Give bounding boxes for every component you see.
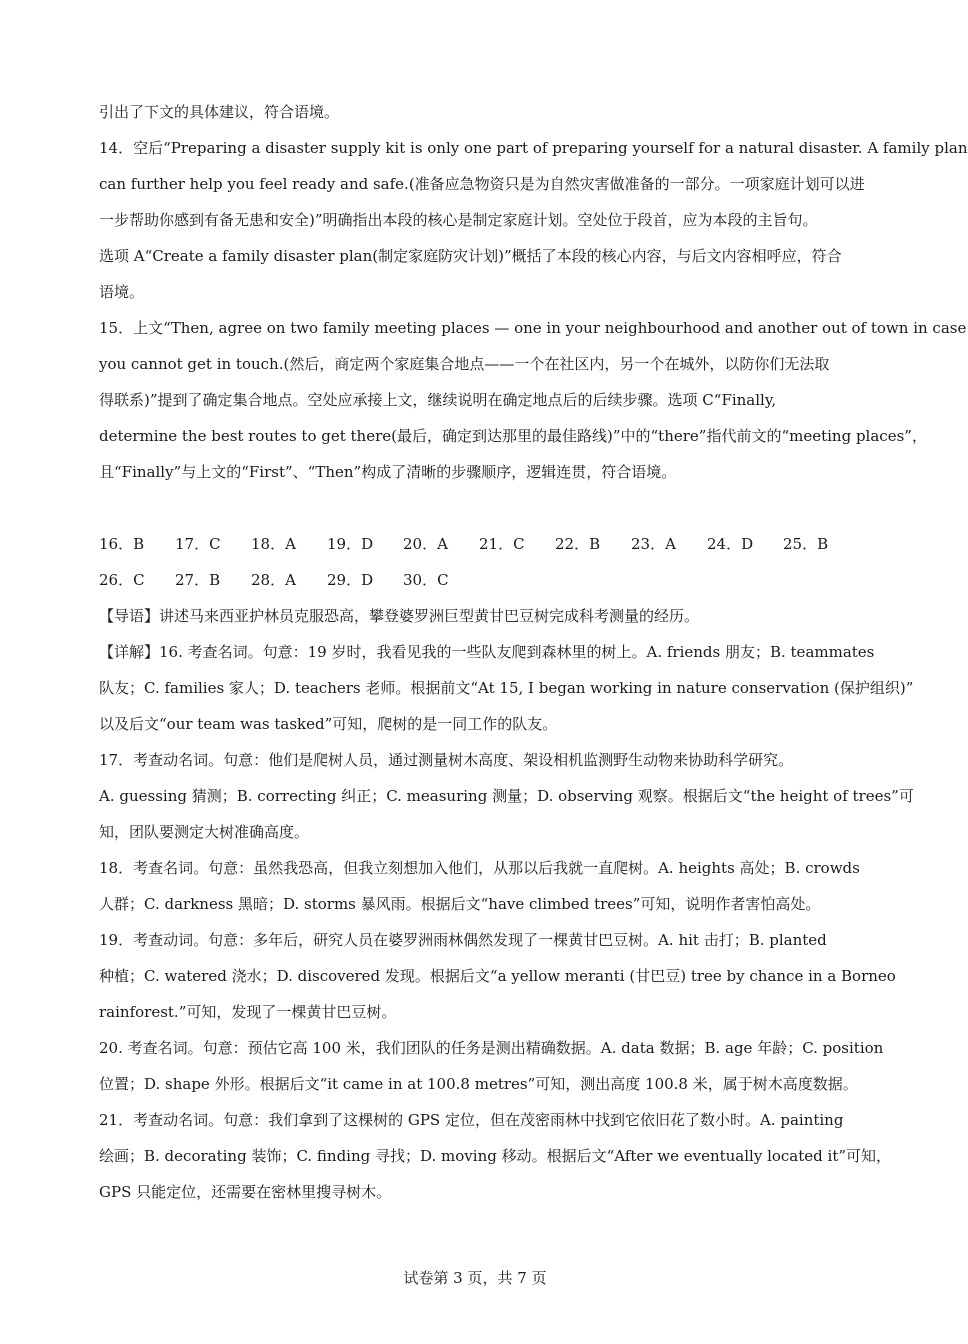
answer-item: 23．A [631, 535, 676, 553]
text-line: 一步帮助你感到有备无患和安全)”明确指出本段的核心是制定家庭计划。空处位于段首，应为本段的主旨句。 [99, 211, 818, 229]
answer-item: 26．C [99, 571, 145, 589]
intro-line: 【导语】讲述马来西亚护林员克服恐高，攀登婆罗洲巨型黄甘巴豆树完成科考测量的经历。 [99, 607, 700, 625]
text-line: 14．空后“Preparing a disaster supply kit is only one part of preparing yourself for a natural disaster. A family plan [99, 139, 968, 157]
text-line: can further help you feel ready and safe.(准备应急物资只是为自然灾害做准备的一部分。一项家庭计划可以进 [99, 175, 865, 193]
text-line: 绘画；B. decorating 装饰；C. finding 寻找；D. moving 移动。根据后文“After we eventually located it”可知， [99, 1147, 892, 1165]
text-line: 引出了下文的具体建议，符合语境。 [99, 103, 340, 121]
text-line: 人群；C. darkness 黑暗；D. storms 暴风雨。根据后文“have climbed trees”可知，说明作者害怕高处。 [99, 895, 821, 913]
answer-item: 18．A [251, 535, 296, 553]
text-line: 队友；C. families 家人；D. teachers 老师。根据前文“At 15, I began working in nature conservation (保护组织)” [99, 679, 914, 697]
answer-item: 27．B [175, 571, 221, 589]
text-line: determine the best routes to get there(最后，确定到达那里的最佳路线)”中的“there”指代前文的“meeting places”， [99, 427, 927, 445]
page-footer: 试卷第 3 页，共 7 页 [403, 1269, 547, 1287]
answer-item: 17．C [175, 535, 221, 553]
text-line: you cannot get in touch.(然后，商定两个家庭集合地点——一个在社区内，另一个在城外，以防你们无法取 [99, 355, 830, 373]
text-line: 以及后文“our team was tasked”可知，爬树的是一同工作的队友。 [99, 715, 558, 733]
text-line: 18．考查名词。句意：虽然我恐高，但我立刻想加入他们，从那以后我就一直爬树。A. heights 高处；B. crowds [99, 859, 860, 877]
text-line: 17．考查动名词。句意：他们是爬树人员，通过测量树木高度、架设相机监测野生动物来协助科学研究。 [99, 751, 794, 769]
answer-item: 25．B [783, 535, 829, 553]
answer-item: 19．D [327, 535, 374, 553]
text-line: 种植；C. watered 浇水；D. discovered 发现。根据后文“a yellow meranti (甘巴豆) tree by chance in a Borneo [99, 967, 896, 985]
answer-item: 28．A [251, 571, 296, 589]
text-line: 【详解】16. 考查名词。句意：19 岁时，我看见我的一些队友爬到森林里的树上。A. friends 朋友；B. teammates [99, 643, 875, 661]
answer-item: 21．C [479, 535, 525, 553]
answer-item: 30．C [403, 571, 449, 589]
text-line: 15．上文“Then, agree on two family meeting places — one in your neighbourhood and another out of town in case [99, 319, 967, 337]
answer-item: 16．B [99, 535, 145, 553]
answer-item: 20．A [403, 535, 448, 553]
text-line: 且“Finally”与上文的“First”、“Then”构成了清晰的步骤顺序，逻辑连贯，符合语境。 [99, 463, 677, 481]
text-line: 语境。 [99, 283, 145, 301]
text-line: 位置；D. shape 外形。根据后文“it came in at 100.8 metres”可知，测出高度 100.8 米，属于树木高度数据。 [99, 1075, 858, 1093]
text-line: A. guessing 猜测；B. correcting 纠正；C. measuring 测量；D. observing 观察。根据后文“the height of trees”可 [99, 787, 914, 805]
text-line: 19．考查动词。句意：多年后，研究人员在婆罗洲雨林偶然发现了一棵黄甘巴豆树。A. hit 击打；B. planted [99, 931, 827, 949]
text-line: rainforest.”可知，发现了一棵黄甘巴豆树。 [99, 1003, 397, 1021]
text-line: 知，团队要测定大树准确高度。 [99, 823, 310, 841]
answer-item: 24．D [707, 535, 754, 553]
answer-item: 22．B [555, 535, 601, 553]
text-line: 选项 A“Create a family disaster plan(制定家庭防灾计划)”概括了本段的核心内容，与后文内容相呼应，符合 [99, 247, 842, 265]
text-line: 21．考查动名词。句意：我们拿到了这棵树的 GPS 定位，但在茂密雨林中找到它依旧花了数小时。A. painting [99, 1111, 844, 1129]
answer-item: 29．D [327, 571, 374, 589]
text-line: 20. 考查名词。句意：预估它高 100 米，我们团队的任务是测出精确数据。A. data 数据；B. age 年龄；C. position [99, 1039, 884, 1057]
answer-row [99, 570, 859, 590]
answer-row [99, 534, 859, 554]
text-line: GPS 只能定位，还需要在密林里搜寻树木。 [99, 1183, 392, 1201]
text-line: 得联系)”提到了确定集合地点。空处应承接上文，继续说明在确定地点后的后续步骤。选项 C“Finally, [99, 391, 777, 409]
